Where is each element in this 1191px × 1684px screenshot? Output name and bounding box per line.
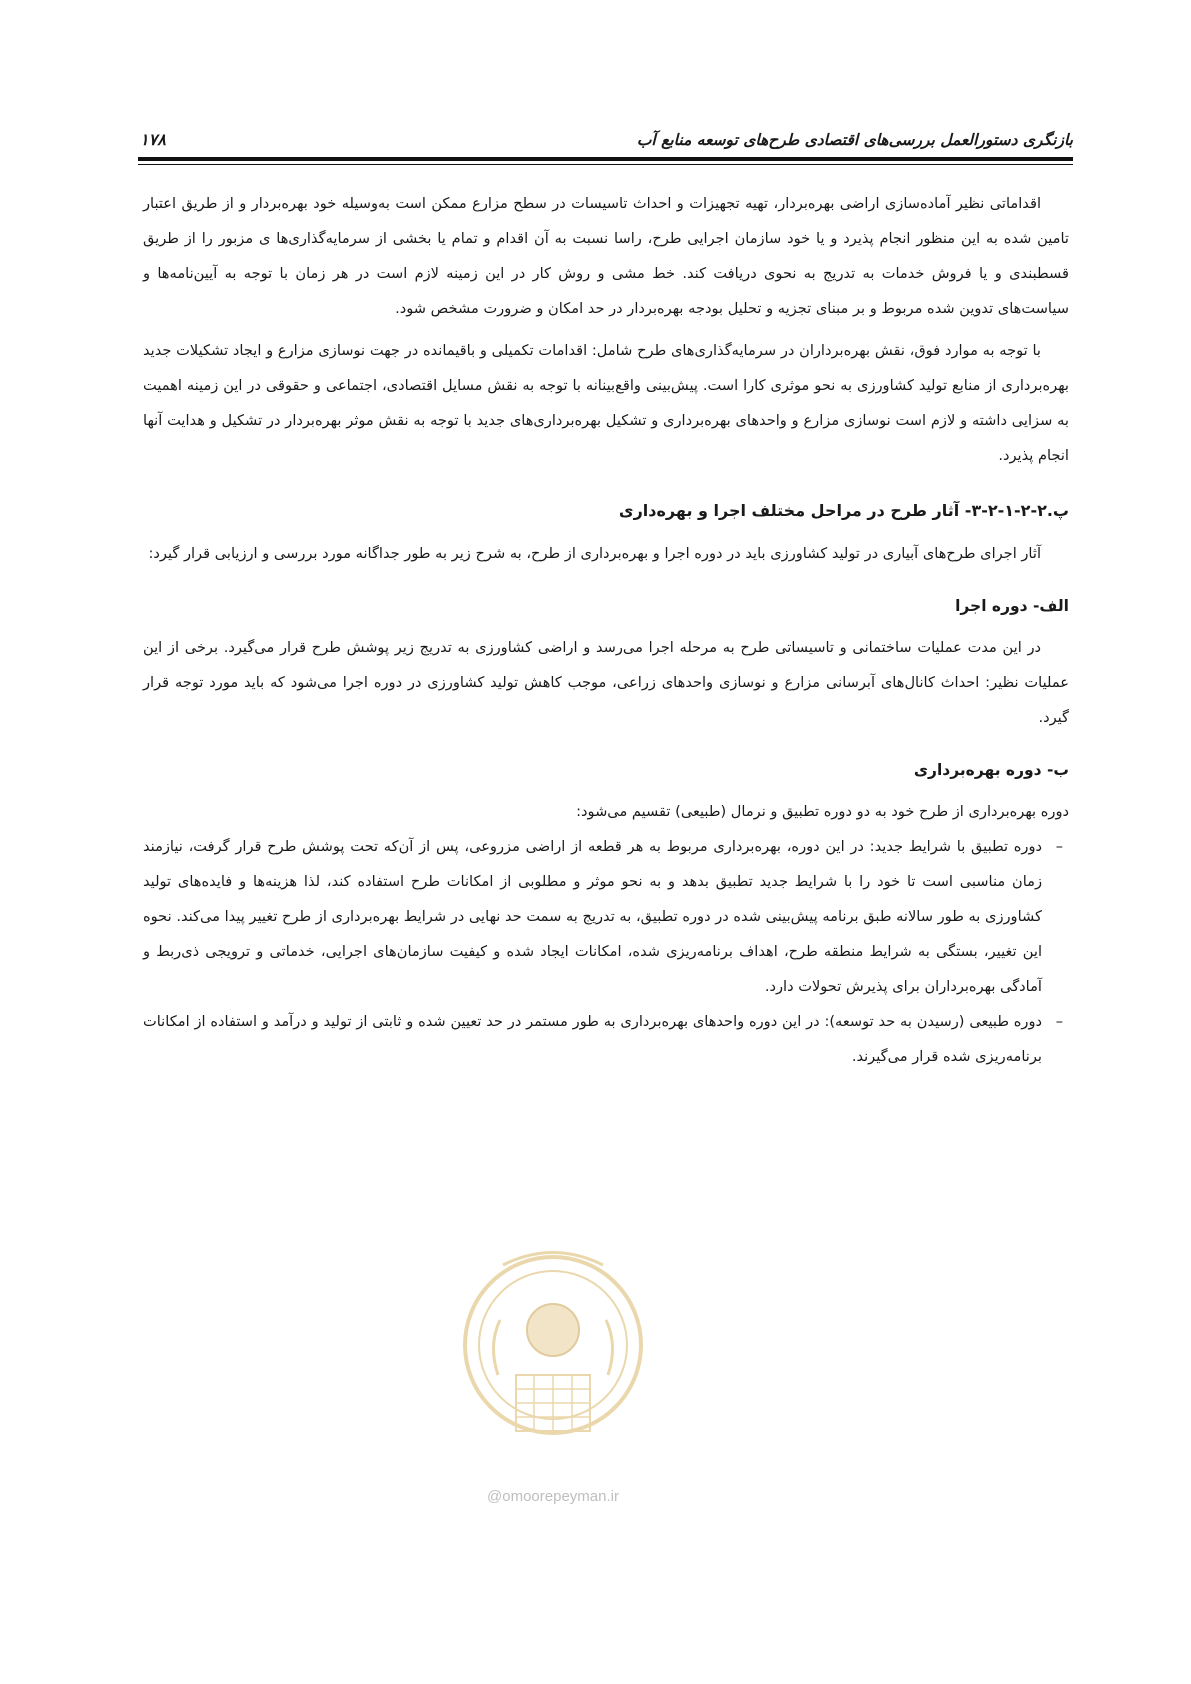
header-rule-thick [138, 157, 1073, 161]
running-title: بازنگری دستورالعمل بررسی‌های اقتصادی طرح‌های توسعه منابع آب [636, 130, 1073, 149]
subheading-operation: ب- دوره بهره‌برداری [913, 761, 1069, 779]
watermark [458, 1225, 648, 1515]
paragraph-2: با توجه به موارد فوق، نقش بهره‌برداران در سرمایه‌گذاری‌های طرح شامل: اقدامات تکمیلی و باقیمانده در جهت نوسازی مزارع و ایجاد تشکیلات جدید بهره‌برداری از منابع تولید کشاورزی به نحو موثری کارا است. پیش‌بینی واقع‌بینانه با توجه به نقش مسایل اقتصادی، اجتماعی و حقوقی در این زمینه اهمیت به سزایی داشته و لازم است نوسازی مزارع و واحدهای بهره‌برداری و تشکیل بهره‌برداری‌های جدید با توجه به نقش موثر بهره‌بردار در تشکیل و هدایت آنها انجام پذیرد. [143, 342, 1069, 464]
bullet-text: دوره طبیعی (رسیدن به حد توسعه): در این دوره واحدهای بهره‌برداری به طور مستمر در حد تعیین شده و ثابتی از تولید و درآمد و استفاده از امکانات برنامه‌ریزی شده قرار می‌گیرند. [143, 1013, 1042, 1065]
page-header [138, 118, 1073, 158]
page-body [143, 186, 1069, 1074]
bullet-dash: – [1055, 1013, 1063, 1030]
seal-logo-icon [458, 1225, 648, 1480]
page-number: ۱۷۸ [140, 130, 166, 149]
watermark-caption: @omoorepeyman.ir [487, 1488, 619, 1505]
bullet-dash: – [1055, 838, 1063, 855]
subheading-execution: الف- دوره اجرا [955, 597, 1069, 615]
bullet-item [143, 1004, 1069, 1074]
bullet-text: دوره تطبیق با شرایط جدید: در این دوره، بهره‌برداری مربوط به هر قطعه از اراضی مزروعی، پس از آن‌که تحت پوشش طرح قرار گرفت، نیازمند زمان مناسبی است تا خود را با شرایط جدید تطبیق بدهد و به نحو موثر و مطلوبی از امکانات طرح استفاده کند، لذا هزینه‌ها و فایده‌های تولید کشاورزی به طور سالانه طبق برنامه پیش‌بینی شده در دوره تطبیق، به تدریج به سمت حد نهایی در شرایط بهره‌برداری از طرح تغییر پیدا می‌کند. نحوه این تغییر، بستگی به شرایط منطقه طرح، اهداف برنامه‌ریزی شده، امکانات ایجاد شده و کیفیت سازمان‌های اجرایی، خدماتی و ترویجی ذی‌ربط و آمادگی بهره‌برداران برای پذیرش تحولات دارد. [143, 838, 1042, 995]
paragraph-3: آثار اجرای طرح‌های آبیاری در تولید کشاورزی باید در دوره اجرا و بهره‌برداری از طرح، به شرح زیر به طور جداگانه مورد بررسی و ارزیابی قرار گیرد: [148, 545, 1041, 562]
section-heading: پ.۲-۲-۱-۲-۳- آثار طرح در مراحل مختلف اجرا و بهره‌داری [618, 501, 1069, 520]
header-rule-thin [138, 164, 1073, 165]
paragraph-4: در این مدت عملیات ساختمانی و تاسیساتی طرح به مرحله اجرا می‌رسد و اراضی کشاورزی به تدریج زیر پوشش طرح قرار می‌گیرد. برخی از این عملیات نظیر: احداث کانال‌های آبرسانی مزارع و نوسازی واحدهای زراعی، موجب کاهش تولید کشاورزی در دوره اجرا می‌شود که باید مورد توجه قرار گیرد. [143, 639, 1069, 726]
bullet-item [143, 829, 1069, 1004]
paragraph-1: اقداماتی نظیر آماده‌سازی اراضی بهره‌بردار، تهیه تجهیزات و احداث تاسیسات در سطح مزارع ممکن است به‌وسیله خود بهره‌بردار و از طریق اعتبار تامین شده به این منظور انجام پذیرد و یا خود سازمان اجرایی طرح، راسا نسبت به آن اقدام و تمام یا بخشی از سرمایه‌گذاری‌ها ی مزبور را از طریق قسطبندی و یا فروش خدمات به تدریج به نحوی دریافت کند. خط مشی و روش کار در این زمینه لازم است در هر زمان با توجه به آیین‌نامه‌ها و سیاست‌های تدوین شده مربوط و بر مبنای تجزیه و تحلیل بودجه بهره‌بردار در حد امکان و ضرورت مشخص شود. [143, 195, 1069, 317]
paragraph-5: دوره بهره‌برداری از طرح خود به دو دوره تطبیق و نرمال (طبیعی) تقسیم می‌شود: [576, 803, 1069, 820]
